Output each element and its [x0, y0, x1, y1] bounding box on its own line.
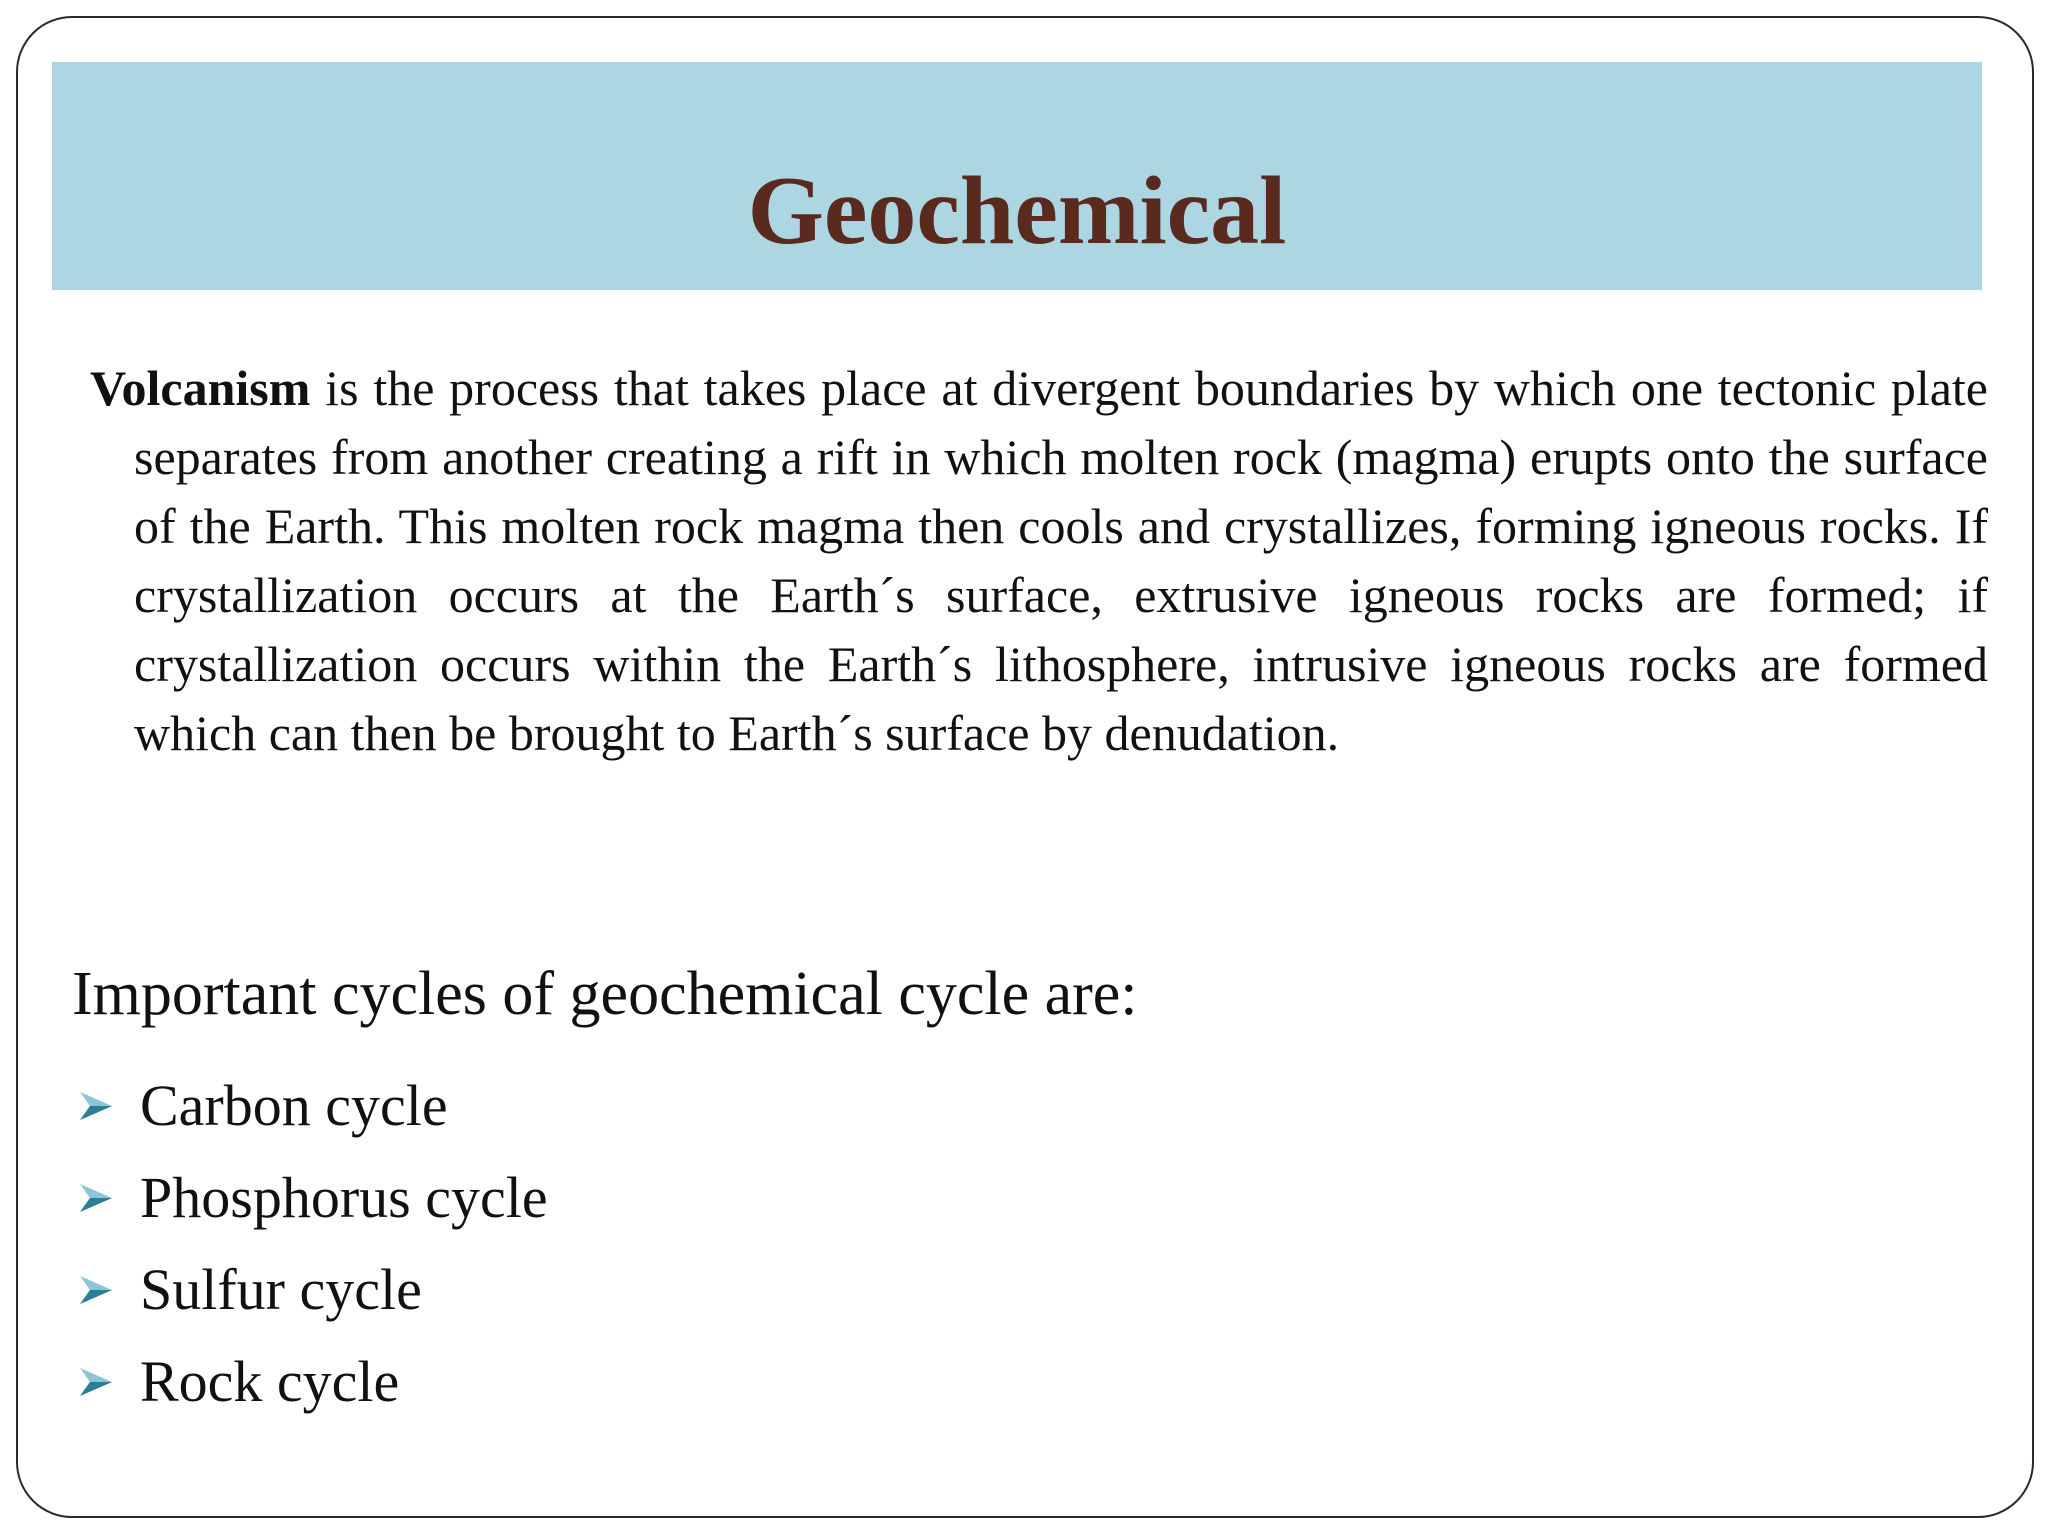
list-item	[76, 1336, 548, 1428]
arrow-bullet-icon	[76, 1178, 116, 1218]
paragraph-text: is the process that takes place at divergent boundaries by which one tectonic plate separates from another creating a rift in which molten rock (magma) erupts onto the surface of the Earth. This molten rock magma then cools and crystallizes, forming igneous rocks. If crystallization occurs at the Earth´s surface, extrusive igneous rocks are formed; if crystallization occurs within the Earth´s lithosphere, intrusive igneous rocks are formed which can then be brought to Earth´s surface by denudation.	[134, 360, 1988, 761]
slide-title: Geochemical	[747, 157, 1287, 265]
cycles-subheading: Important cycles of geochemical cycle are:	[72, 960, 1138, 1028]
arrow-bullet-icon	[76, 1270, 116, 1310]
list-item	[76, 1152, 548, 1244]
list-item	[76, 1060, 548, 1152]
cycle-label: Rock cycle	[140, 1349, 400, 1414]
cycle-label: Sulfur cycle	[140, 1257, 422, 1322]
cycle-label: Carbon cycle	[140, 1073, 448, 1138]
list-item	[76, 1244, 548, 1336]
arrow-bullet-icon	[76, 1362, 116, 1402]
cycle-list	[76, 1060, 548, 1428]
title-band	[52, 62, 1982, 290]
body-paragraph	[90, 354, 1988, 768]
cycle-label: Phosphorus cycle	[140, 1165, 548, 1230]
slide	[16, 16, 2034, 1518]
paragraph-lead-term: Volcanism	[90, 360, 311, 416]
arrow-bullet-icon	[76, 1086, 116, 1126]
